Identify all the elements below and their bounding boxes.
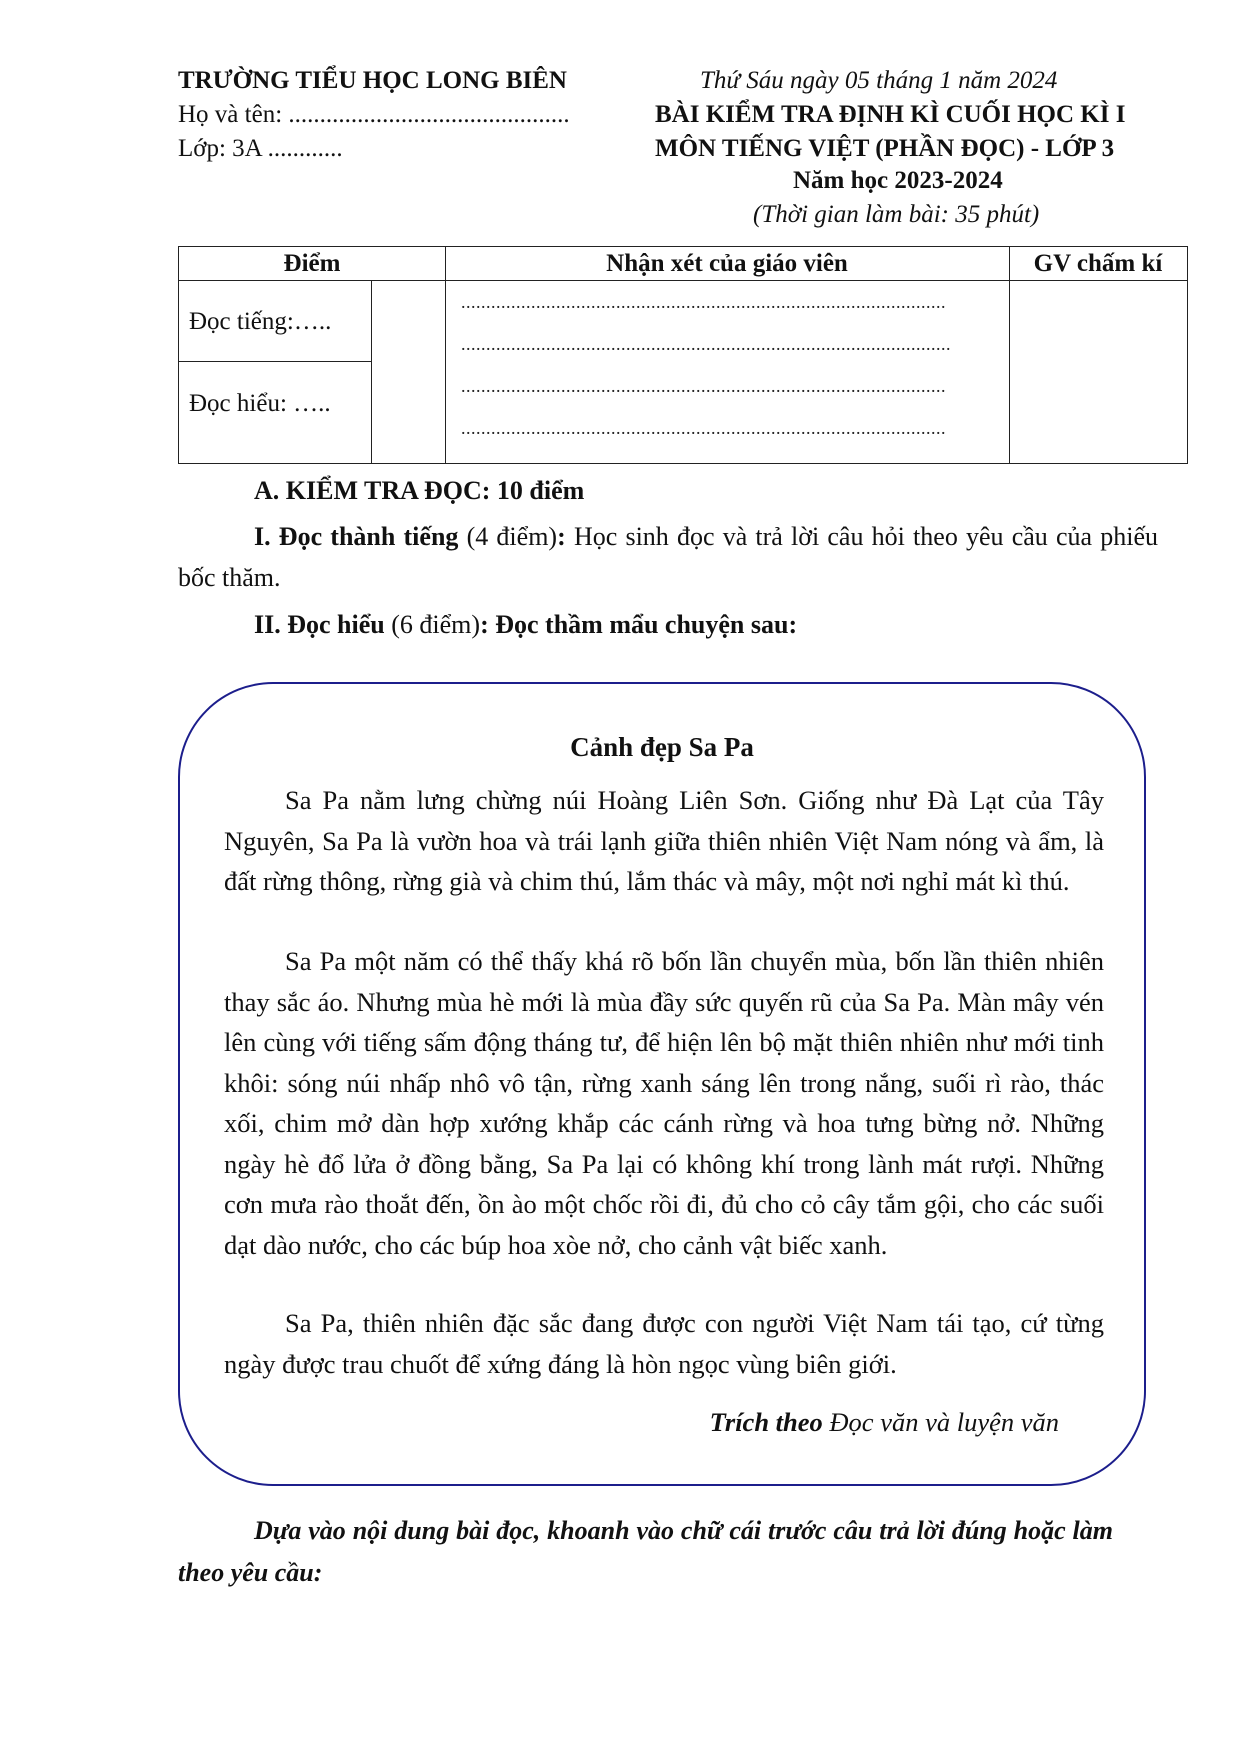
score-table [178, 246, 1188, 464]
question-instruction: Dựa vào nội dung bài đọc, khoanh vào chữ cái trước câu trả lời đúng hoặc làm theo yêu cầu: [178, 1516, 1113, 1587]
part-1-points: (4 điểm) [466, 522, 558, 551]
class-line: Lớp: 3A ............ [178, 135, 343, 162]
table-header-divider [179, 280, 1187, 281]
reading-comprehension-score[interactable]: Đọc hiểu: ….. [189, 390, 331, 417]
comment-dotted-line[interactable]: ................................................................................................. [461, 376, 946, 396]
part-2-heading: II. Đọc hiểu [254, 610, 385, 639]
part-1-heading: I. Đọc thành tiếng [254, 522, 459, 551]
story-title: Cảnh đẹp Sa Pa [570, 732, 754, 762]
story-source [710, 1407, 1059, 1438]
story-box [178, 682, 1146, 1486]
source-title: Đọc văn và luyện văn [822, 1407, 1059, 1437]
school-year: Năm học 2023-2024 [793, 167, 1003, 194]
score-column-header: Điểm [283, 250, 341, 277]
story-paragraph-2: Sa Pa một năm có thể thấy khá rõ bốn lần chuyển mùa, bốn lần thiên nhiên thay sắc áo. Nhưng mùa hè mới là mùa đầy sức quyến rũ của Sa Pa. Màn mây vén lên cùng với tiếng sấm động tháng tư, để hiện lên bộ mặt thiên nhiên như mới tinh khôi: sóng núi nhấp nhô vô tận, rừng xanh sáng lên trong nắng, suối rì rào, thác xối, chim mở dàn hợp xướng khắp các cánh rừng và hoa tưng bừng nở. Những ngày hè đổ lửa ở đồng bằng, Sa Pa lại có không khí trong lành mát rượi. Những cơn mưa rào thoắt đến, ồn ào một chốc rồi đi, đủ cho cỏ cây tắm gội, cho các suối dạt dào nước, cho các búp hoa xòe nở, cho cảnh vật biếc xanh. [224, 946, 1104, 1260]
comment-column-header: Nhận xét của giáo viên [606, 250, 848, 277]
reading-aloud-score[interactable]: Đọc tiếng:….. [189, 308, 332, 335]
part-1-text: Học sinh đọc và trả lời câu hỏi theo yêu cầu của phiếu bốc thăm. [178, 522, 1159, 592]
source-prefix: Trích theo [709, 1407, 823, 1437]
exam-title-line-1: BÀI KIỂM TRA ĐỊNH KÌ CUỐI HỌC KÌ I [655, 101, 1126, 128]
part-1-colon: : [557, 522, 566, 551]
table-divider [371, 280, 372, 463]
time-note: (Thời gian làm bài: 35 phút) [753, 201, 1040, 228]
part-2-text: : Đọc thầm mẩu chuyện sau: [480, 610, 798, 639]
school-name: TRƯỜNG TIỂU HỌC LONG BIÊN [178, 67, 567, 94]
table-divider [445, 247, 446, 463]
section-a-heading: A. KIỂM TRA ĐỌC: 10 điểm [254, 476, 585, 505]
story-paragraph-3: Sa Pa, thiên nhiên đặc sắc đang được con người Việt Nam tái tạo, cứ từng ngày được trau chuốt để xứng đáng là hòn ngọc vùng biên giới. [224, 1308, 1104, 1379]
part-2-instruction [178, 604, 1158, 645]
comment-dotted-line[interactable]: ................................................................................................. [461, 418, 946, 438]
part-2-points: (6 điểm) [391, 610, 481, 639]
exam-date: Thứ Sáu ngày 05 tháng 1 năm 2024 [700, 67, 1058, 94]
comment-dotted-line[interactable]: ................................................................................................. [461, 292, 946, 312]
student-name-line: Họ và tên: ............................................. [178, 101, 570, 128]
story-paragraph-1: Sa Pa nằm lưng chừng núi Hoàng Liên Sơn. Giống như Đà Lạt của Tây Nguyên, Sa Pa là vườn hoa và trái lạnh giữa thiên nhiên Việt Nam nóng và ẩm, là đất rừng thông, rừng già và chim thú, lắm thác và mây, một nơi nghỉ mát kì thú. [224, 785, 1104, 896]
table-divider [1009, 247, 1010, 463]
part-1-instruction [178, 516, 1158, 598]
comment-dotted-line[interactable]: .................................................................................................. [461, 334, 951, 354]
signature-column-header: GV chấm kí [1033, 250, 1163, 277]
exam-title-line-2: MÔN TIẾNG VIỆT (PHẦN ĐỌC) - LỚP 3 [655, 135, 1115, 162]
table-row-divider [179, 361, 371, 362]
